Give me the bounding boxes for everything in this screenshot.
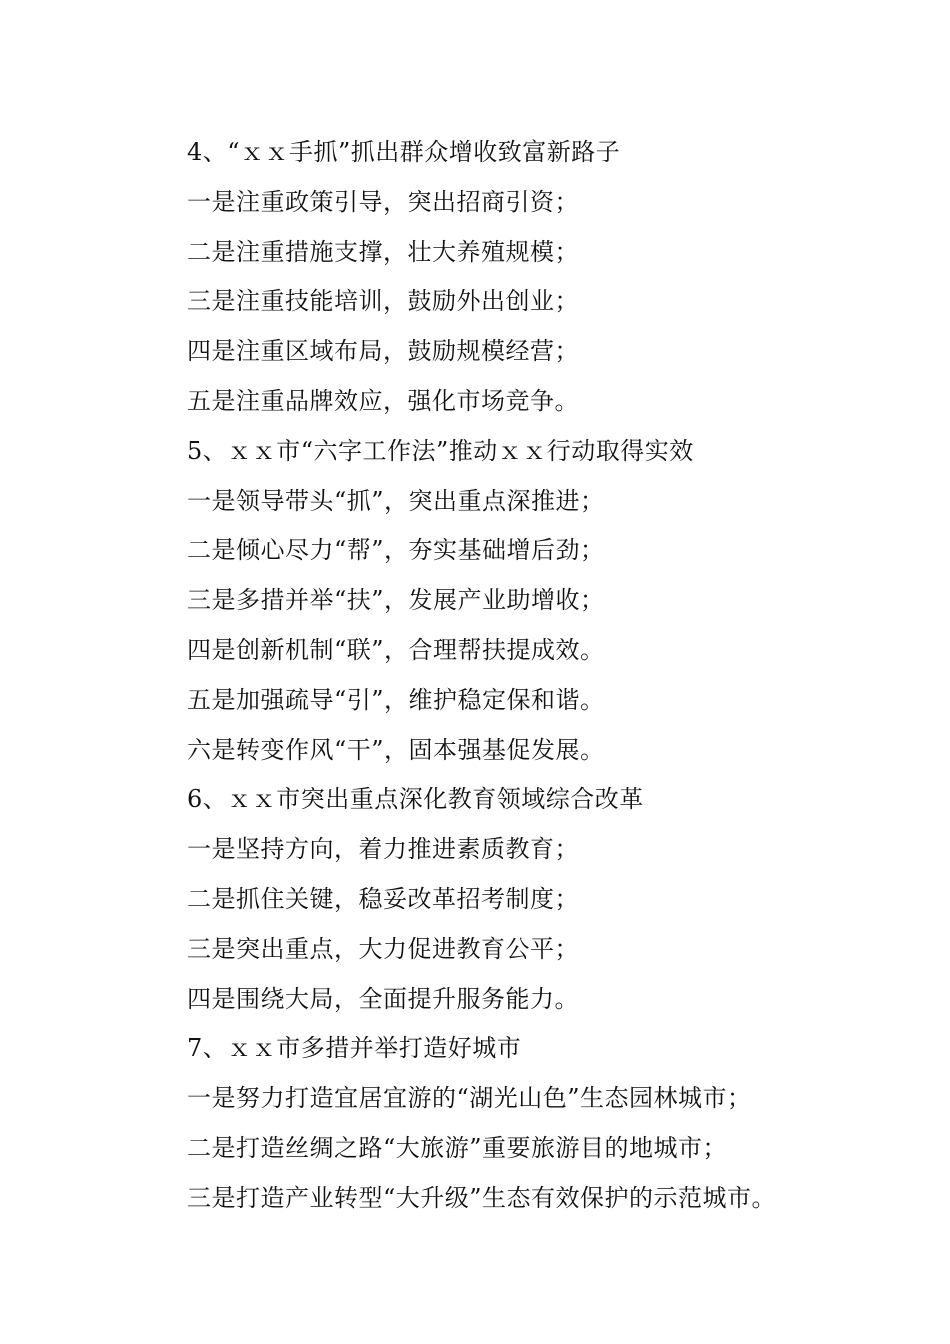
text-line: 二是打造丝绸之路“大旅游”重要旅游目的地城市； [187, 1133, 728, 1162]
text-line: 一是领导带头“抓”，突出重点深推进； [187, 486, 605, 515]
text-line: 六是转变作风“干”，固本强基促发展。 [187, 735, 605, 764]
text-line: 四是注重区域布局，鼓励规模经营； [187, 337, 579, 366]
section-heading-7: 7、ｘｘ市多措并举打造好城市 [187, 1034, 522, 1063]
text-line: 五是加强疏导“引”，维护稳定保和谐。 [187, 685, 605, 714]
section-heading-5: 5、ｘｘ市“六字工作法”推动ｘｘ行动取得实效 [187, 436, 694, 465]
text-line: 二是抓住关键，稳妥改革招考制度； [187, 884, 579, 913]
text-line: 二是注重措施支撑，壮大养殖规模； [187, 237, 579, 266]
text-line: 三是多措并举“扶”，发展产业助增收； [187, 586, 605, 615]
text-line: 三是突出重点，大力促进教育公平； [187, 934, 579, 963]
text-line: 四是创新机制“联”，合理帮扶提成效。 [187, 635, 605, 664]
text-line: 一是努力打造宜居宜游的“湖光山色”生态园林城市； [187, 1084, 752, 1113]
section-heading-4: 4、“ｘｘ手抓”抓出群众增收致富新路子 [187, 138, 621, 166]
text-line: 二是倾心尽力“帮”，夯实基础增后劲； [187, 536, 605, 565]
document-body [187, 128, 887, 1224]
text-line: 三是注重技能培训，鼓励外出创业； [187, 287, 579, 316]
text-line: 一是注重政策引导，突出招商引资； [187, 187, 579, 216]
text-line: 五是注重品牌效应，强化市场竞争。 [187, 386, 579, 415]
text-line: 一是坚持方向，着力推进素质教育； [187, 835, 579, 864]
text-line: 三是打造产业转型“大升级”生态有效保护的示范城市。 [187, 1183, 777, 1212]
text-line: 四是围绕大局，全面提升服务能力。 [187, 984, 579, 1013]
section-heading-6: 6、ｘｘ市突出重点深化教育领域综合改革 [187, 785, 644, 814]
